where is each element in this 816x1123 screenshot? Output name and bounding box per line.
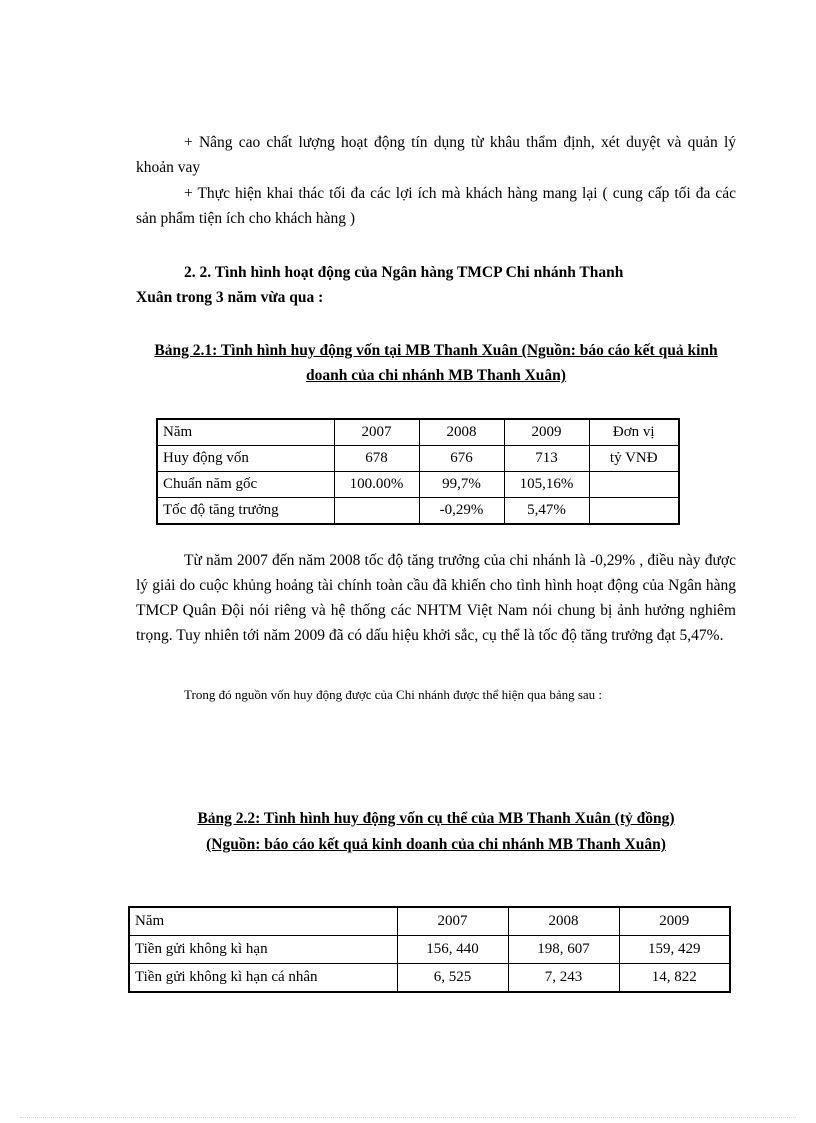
header-2008: 2008 <box>508 907 619 936</box>
cell-value: 198, 607 <box>508 936 619 964</box>
header-2009: 2009 <box>504 419 589 446</box>
cell-empty <box>334 498 419 525</box>
page-border-dotted <box>20 1117 796 1118</box>
table-row <box>157 498 679 525</box>
table1-caption: Bảng 2.1: Tình hình huy động vốn tại MB Thanh Xuân (Nguồn: báo cáo kết quả kinh doanh của chi nhánh MB Thanh Xuân) <box>154 342 718 384</box>
table-row <box>129 964 730 993</box>
row-label: Tiền gửi không kì hạn <box>129 936 397 964</box>
transition-sentence: Trong đó nguồn vốn huy động được của Chi nhánh được thể hiện qua bảng sau : <box>184 687 603 702</box>
row-label: Tiền gửi không kì hạn cá nhân <box>129 964 397 993</box>
table2-caption-line1: Bảng 2.2: Tình hình huy động vốn cụ thể của MB Thanh Xuân (tỷ đồng) <box>197 810 675 827</box>
header-2007: 2007 <box>334 419 419 446</box>
cell-unit: tỷ VNĐ <box>589 446 679 472</box>
header-year: Năm <box>157 419 334 446</box>
row-label: Huy động vốn <box>157 446 334 472</box>
table2-caption-line2: (Nguồn: báo cáo kết quả kinh doanh của chi nhánh MB Thanh Xuân) <box>206 836 666 853</box>
header-2008: 2008 <box>419 419 504 446</box>
cell-value: 105,16% <box>504 472 589 498</box>
cell-empty <box>589 472 679 498</box>
section-heading-line2: Xuân trong 3 năm vừa qua : <box>136 289 324 306</box>
cell-value: 99,7% <box>419 472 504 498</box>
bullet-credit-quality: + Nâng cao chất lượng hoạt động tín dụng từ khâu thẩm định, xét duyệt và quản lý khoản vay <box>136 134 736 176</box>
section-heading <box>136 260 736 310</box>
cell-value: 5,47% <box>504 498 589 525</box>
header-2007: 2007 <box>397 907 508 936</box>
cell-value: 100.00% <box>334 472 419 498</box>
header-unit: Đơn vị <box>589 419 679 446</box>
table-capital-mobilization <box>156 418 680 525</box>
table-header-row <box>157 419 679 446</box>
cell-value: 7, 243 <box>508 964 619 993</box>
cell-value: 6, 525 <box>397 964 508 993</box>
table-deposit-details <box>128 906 731 993</box>
table-row <box>157 472 679 498</box>
bullet-customer-benefits: + Thực hiện khai thác tối đa các lợi ích mà khách hàng mang lại ( cung cấp tối đa các sản phẩm tiện ích cho khách hàng ) <box>136 185 736 227</box>
section-heading-line1: 2. 2. Tình hình hoạt động của Ngân hàng TMCP Chi nhánh Thanh <box>184 264 624 281</box>
header-year: Năm <box>129 907 397 936</box>
analysis-paragraph: Từ năm 2007 đến năm 2008 tốc độ tăng trưởng của chi nhánh là -0,29% , điều này được lý giải do cuộc khủng hoảng tài chính toàn cầu đã khiến cho tình hình hoạt động của Ngân hàng TMCP Quân Đội nói riêng và hệ thống các NHTM Việt Nam nói chung bị ảnh hưởng nghiêm trọng. Tuy nhiên tới năm 2009 đã có dấu hiệu khởi sắc, cụ thể là tốc độ tăng trưởng đạt 5,47%. <box>136 552 736 644</box>
cell-value: 159, 429 <box>619 936 730 964</box>
cell-empty <box>589 498 679 525</box>
table-row <box>129 936 730 964</box>
cell-value: 678 <box>334 446 419 472</box>
row-label: Chuẩn năm gốc <box>157 472 334 498</box>
row-label: Tốc độ tăng trưởng <box>157 498 334 525</box>
table-row <box>157 446 679 472</box>
header-2009: 2009 <box>619 907 730 936</box>
cell-value: -0,29% <box>419 498 504 525</box>
cell-value: 14, 822 <box>619 964 730 993</box>
cell-value: 156, 440 <box>397 936 508 964</box>
table-header-row <box>129 907 730 936</box>
cell-value: 713 <box>504 446 589 472</box>
cell-value: 676 <box>419 446 504 472</box>
